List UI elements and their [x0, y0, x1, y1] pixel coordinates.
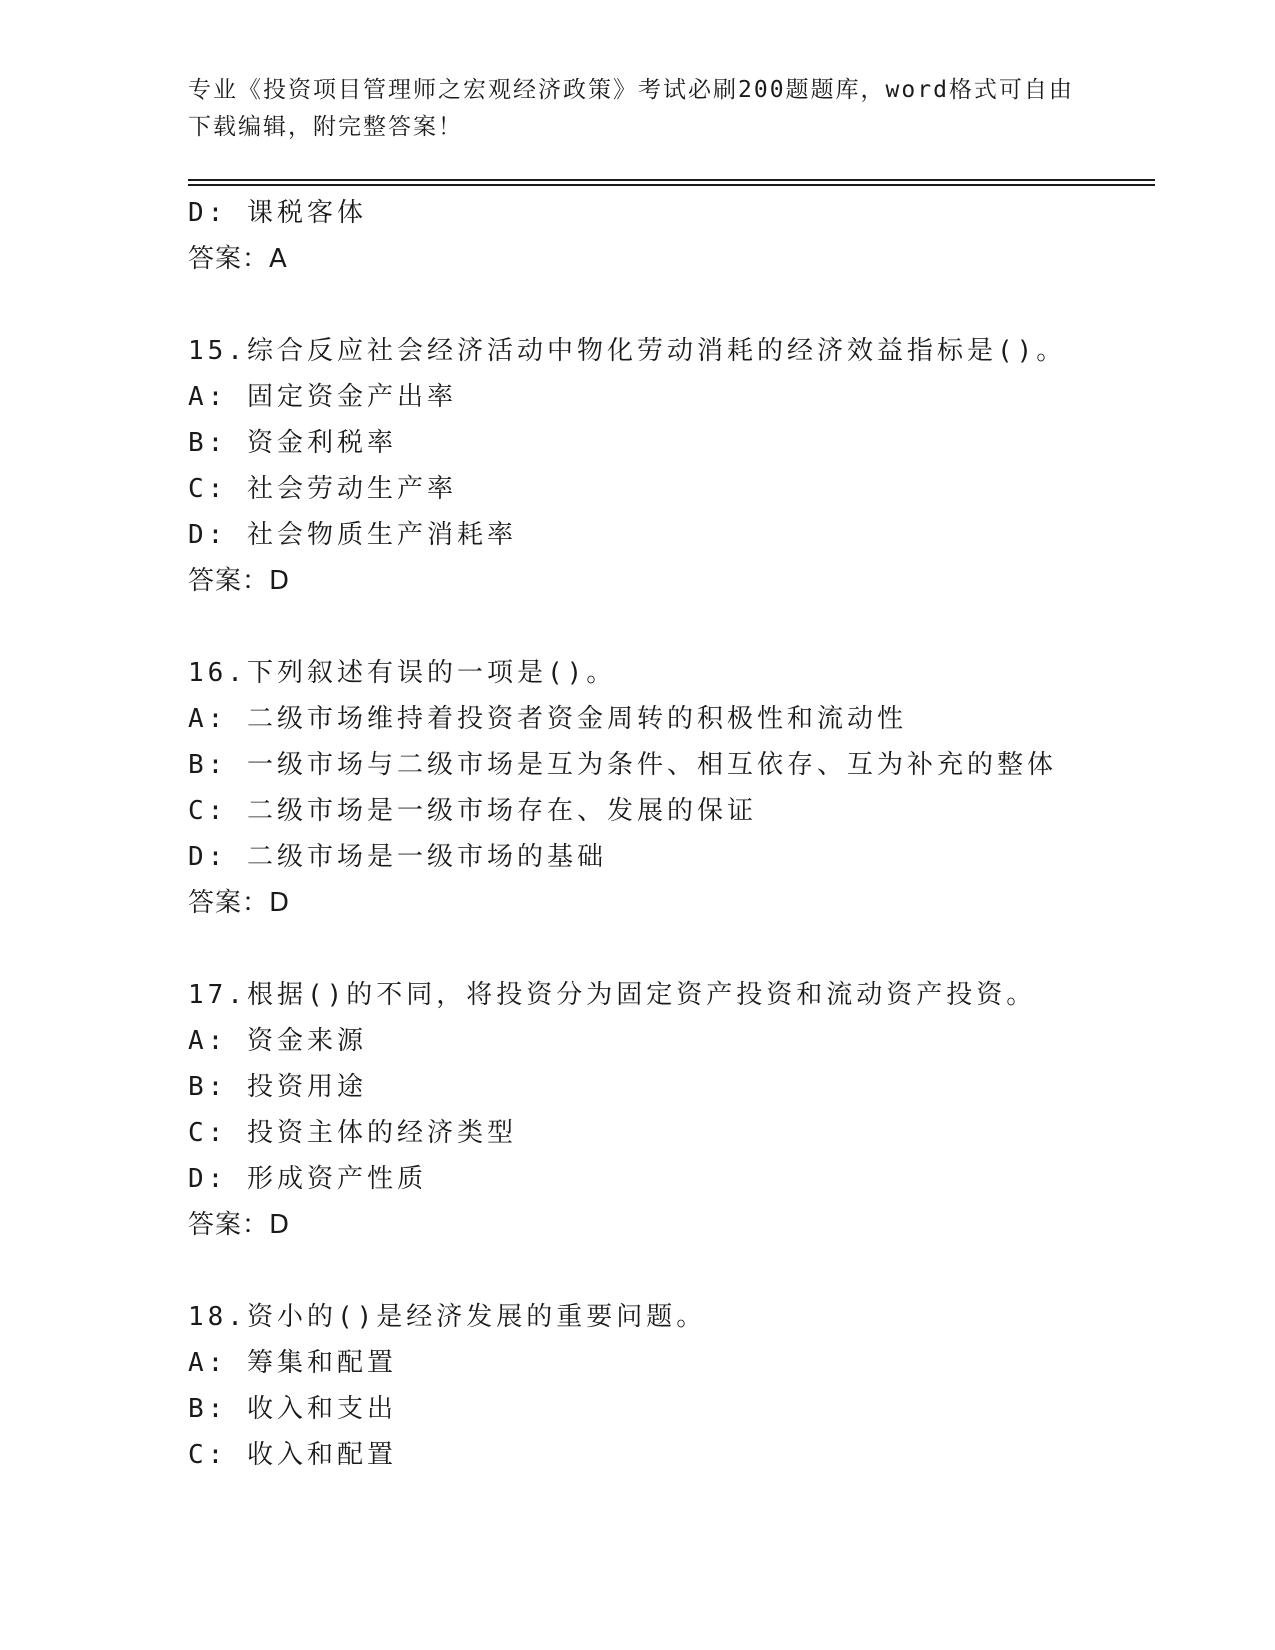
question-stem: 16.下列叙述有误的一项是()。 — [188, 658, 617, 688]
spacer — [188, 1248, 1148, 1294]
spacer — [188, 926, 1148, 972]
option-b: B: 一级市场与二级市场是互为条件、相互依存、互为补充的整体 — [188, 750, 1057, 780]
answer: 答案：D — [188, 888, 291, 918]
question-stem: 18.资小的()是经济发展的重要问题。 — [188, 1302, 707, 1332]
option-c: C: 二级市场是一级市场存在、发展的保证 — [188, 796, 757, 826]
option-a: A: 固定资金产出率 — [188, 382, 457, 412]
prev-answer: 答案：A — [188, 244, 288, 274]
option-c: C: 社会劳动生产率 — [188, 474, 457, 504]
option-b: B: 投资用途 — [188, 1072, 367, 1102]
question-17 — [188, 972, 1148, 1248]
question-16 — [188, 650, 1148, 926]
question-18 — [188, 1294, 1148, 1478]
question-stem: 15.综合反应社会经济活动中物化劳动消耗的经济效益指标是()。 — [188, 336, 1067, 366]
spacer — [188, 604, 1148, 650]
option-a: A: 二级市场维持着投资者资金周转的积极性和流动性 — [188, 704, 907, 734]
header-rule-top — [188, 179, 1155, 181]
option-b: B: 收入和支出 — [188, 1394, 397, 1424]
option-b: B: 资金利税率 — [188, 428, 397, 458]
option-c: C: 收入和配置 — [188, 1440, 397, 1470]
spacer — [188, 282, 1148, 328]
option-a: A: 筹集和配置 — [188, 1348, 397, 1378]
document-header — [188, 72, 1088, 146]
option-d: D: 二级市场是一级市场的基础 — [188, 842, 607, 872]
option-a: A: 资金来源 — [188, 1026, 367, 1056]
option-d: D: 社会物质生产消耗率 — [188, 520, 517, 550]
question-15 — [188, 328, 1148, 604]
question-list — [188, 190, 1148, 1478]
answer: 答案：D — [188, 566, 291, 596]
option-d: D: 形成资产性质 — [188, 1164, 427, 1194]
prev-option-d: D: 课税客体 — [188, 198, 367, 228]
answer: 答案：D — [188, 1210, 291, 1240]
header-rule-bottom — [188, 184, 1155, 186]
header-line-2: 下载编辑，附完整答案！ — [188, 114, 463, 140]
header-line-1: 专业《投资项目管理师之宏观经济政策》考试必刷200题题库，word格式可自由 — [188, 77, 1074, 103]
question-stem: 17.根据()的不同，将投资分为固定资产投资和流动资产投资。 — [188, 980, 1037, 1010]
option-c: C: 投资主体的经济类型 — [188, 1118, 517, 1148]
